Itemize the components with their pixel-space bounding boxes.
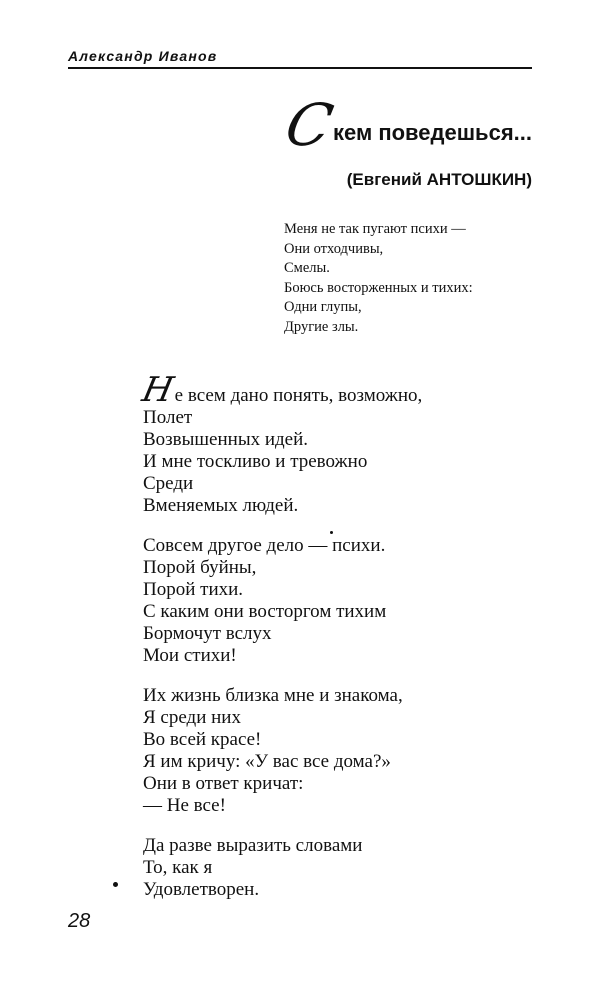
poem-line: Возвышенных идей. (143, 429, 309, 450)
poem-line: — Не все! (143, 795, 226, 816)
stanza (138, 370, 423, 517)
stanza (143, 685, 422, 817)
title-initial: С (279, 91, 339, 159)
poem-line: То, как я (143, 857, 213, 878)
poem-line: Вменяемых людей. (143, 495, 299, 516)
poem-line: Да разве выразить словами (143, 835, 363, 856)
poem-line: Мои стихи! (143, 645, 237, 666)
poem-line: Я среди них (143, 707, 241, 728)
page-number: 28 (68, 910, 91, 932)
epigraph (284, 220, 473, 337)
epigraph-line: Боюсь восторженных и тихих: (284, 279, 473, 296)
poem-body (138, 370, 423, 919)
header-rule (68, 67, 532, 69)
epigraph-line: Меня не так пугают психи — (284, 221, 466, 237)
running-header-author: Александр Иванов (68, 48, 218, 64)
title-text: кем поведешься... (332, 120, 532, 145)
drop-cap: Н (138, 370, 177, 410)
epigraph-line: Они отходчивы, (284, 240, 384, 257)
poem-line: Полет (143, 407, 193, 428)
poem-line: Порой буйны, (143, 557, 257, 578)
epigraph-line: Другие злы. (284, 318, 359, 335)
poem-line: Удовлетворен. (143, 879, 260, 900)
poem-line: Их жизнь близка мне и знакома, (143, 685, 403, 706)
poem-line: Совсем другое дело — психи. (143, 535, 386, 556)
poem-line: С каким они восторгом тихим (143, 601, 387, 622)
ink-dot (330, 531, 333, 534)
poem-title (279, 91, 532, 159)
stanza (143, 835, 422, 901)
poem-line: Порой тихи. (143, 579, 244, 600)
epigraph-line: Одни глупы, (284, 299, 362, 315)
poem-line-text: е всем дано понять, возможно, (174, 385, 423, 406)
poem-line: И мне тоскливо и тревожно (143, 451, 368, 472)
poem-line: Бормочут вслух (143, 623, 272, 644)
poem-line (138, 370, 423, 410)
ink-dot (113, 882, 118, 887)
poem-line: Они в ответ кричат: (143, 773, 304, 794)
poem-line: Среди (143, 473, 194, 494)
poem-subtitle: (Евгений АНТОШКИН) (346, 170, 532, 189)
poem-line: Я им кричу: «У вас все дома?» (143, 751, 391, 772)
poem-line: Во всей красе! (143, 729, 262, 750)
stanza (143, 535, 422, 667)
epigraph-line: Смелы. (284, 260, 330, 276)
